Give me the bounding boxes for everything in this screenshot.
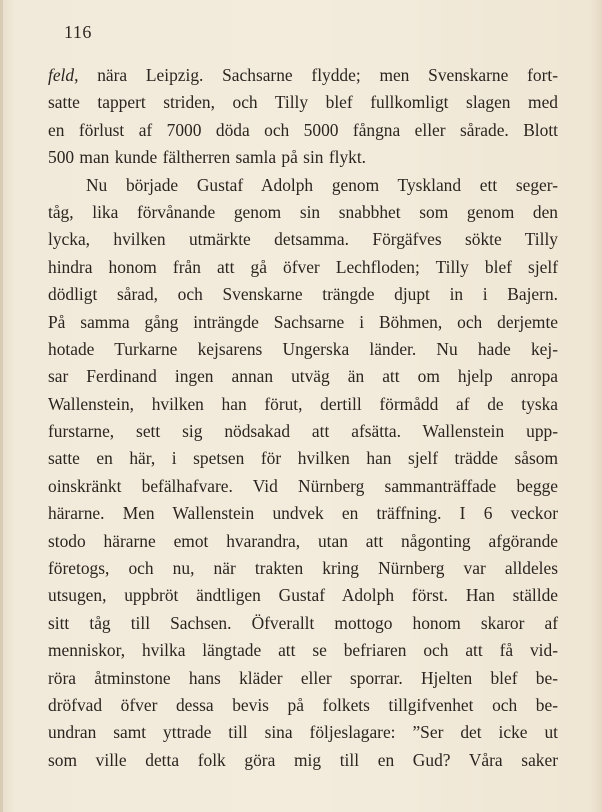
text-line bbox=[48, 62, 558, 89]
text-line bbox=[48, 692, 558, 719]
line-text: hotade Turkarne kejsarens Ungerska länder. Nu hade kej- bbox=[48, 338, 558, 359]
line-text: röra åtminstone hans kläder eller sporrar. Hjelten blef be- bbox=[48, 667, 558, 688]
text-line bbox=[48, 610, 558, 637]
line-text: oinskränkt befälhafvare. Vid Nürnberg sammanträffade begge bbox=[48, 475, 558, 496]
text-line bbox=[48, 336, 558, 363]
body-text bbox=[48, 62, 558, 774]
text-line bbox=[48, 309, 558, 336]
line-text: tåg, lika förvånande genom sin snabbhet som genom den bbox=[48, 201, 558, 222]
text-line bbox=[48, 199, 558, 226]
line-text: undran samt yttrade till sina följeslagare: ”Ser det icke ut bbox=[48, 722, 558, 743]
line-text: På samma gång inträngde Sachsarne i Böhmen, och derjemte bbox=[48, 311, 558, 332]
line-text: stodo härarne emot hvarandra, utan att någonting afgörande bbox=[48, 530, 558, 551]
text-line bbox=[48, 254, 558, 281]
line-text: 500 man kunde fältherren samla på sin flykt. bbox=[48, 147, 367, 168]
line-text: en förlust af 7000 döda och 5000 fångna eller sårade. Blott bbox=[48, 119, 558, 140]
line-text: lycka, hvilken utmärkte detsamma. Förgäfves sökte Tilly bbox=[48, 229, 558, 250]
text-line bbox=[48, 555, 558, 582]
text-line bbox=[48, 747, 558, 774]
text-line bbox=[48, 665, 558, 692]
line-text: Nu började Gustaf Adolph genom Tyskland ett seger- bbox=[86, 174, 558, 195]
line-text: härarne. Men Wallenstein undvek en träffning. I 6 veckor bbox=[48, 503, 558, 524]
italic-word: feld bbox=[48, 65, 75, 85]
line-text: satte en här, i spetsen för hvilken han sjelf trädde såsom bbox=[48, 448, 558, 469]
page-number: 116 bbox=[64, 22, 92, 42]
text-line bbox=[48, 172, 558, 199]
line-text: sitt tåg till Sachsen. Öfverallt mottogo honom skaror af bbox=[48, 612, 558, 633]
line-text: sar Ferdinand ingen annan utväg än att om hjelp anropa bbox=[48, 366, 558, 387]
line-text: dödligt sårad, och Svenskarne trängde djupt in i Bajern. bbox=[48, 284, 558, 305]
text-line bbox=[48, 719, 558, 746]
text-line bbox=[48, 117, 558, 144]
text-line bbox=[48, 281, 558, 308]
page-edge bbox=[0, 0, 3, 812]
text-line bbox=[48, 363, 558, 390]
text-line bbox=[48, 445, 558, 472]
line-text: Wallenstein, hvilken han förut, dertill förmådd af de tyska bbox=[48, 393, 558, 414]
line-text: menniskor, hvilka längtade att se befriaren och att få vid- bbox=[48, 640, 558, 661]
text-line bbox=[48, 144, 558, 171]
text-line bbox=[48, 473, 558, 500]
line-text: företogs, och nu, när trakten kring Nürnberg var alldeles bbox=[48, 558, 558, 579]
line-text: dröfvad öfver dessa bevis på folkets tillgifvenhet och be- bbox=[48, 694, 558, 715]
line-text: hindra honom från att gå öfver Lechfloden; Tilly blef sjelf bbox=[48, 256, 558, 277]
text-line bbox=[48, 528, 558, 555]
line-text: , nära Leipzig. Sachsarne flydde; men Svenskarne fort- bbox=[74, 65, 558, 85]
text-line bbox=[48, 418, 558, 445]
line-text: furstarne, sett sig nödsakad att afsätta. Wallenstein upp- bbox=[48, 421, 558, 442]
line-text: utsugen, uppbröt ändtligen Gustaf Adolph först. Han ställde bbox=[48, 585, 558, 606]
text-line bbox=[48, 637, 558, 664]
text-line bbox=[48, 500, 558, 527]
text-line bbox=[48, 582, 558, 609]
text-line bbox=[48, 226, 558, 253]
line-text: som ville detta folk göra mig till en Gud? Våra saker bbox=[48, 749, 558, 770]
text-line bbox=[48, 89, 558, 116]
line-text: satte tappert striden, och Tilly blef fullkomligt slagen med bbox=[48, 92, 558, 113]
text-line bbox=[48, 391, 558, 418]
